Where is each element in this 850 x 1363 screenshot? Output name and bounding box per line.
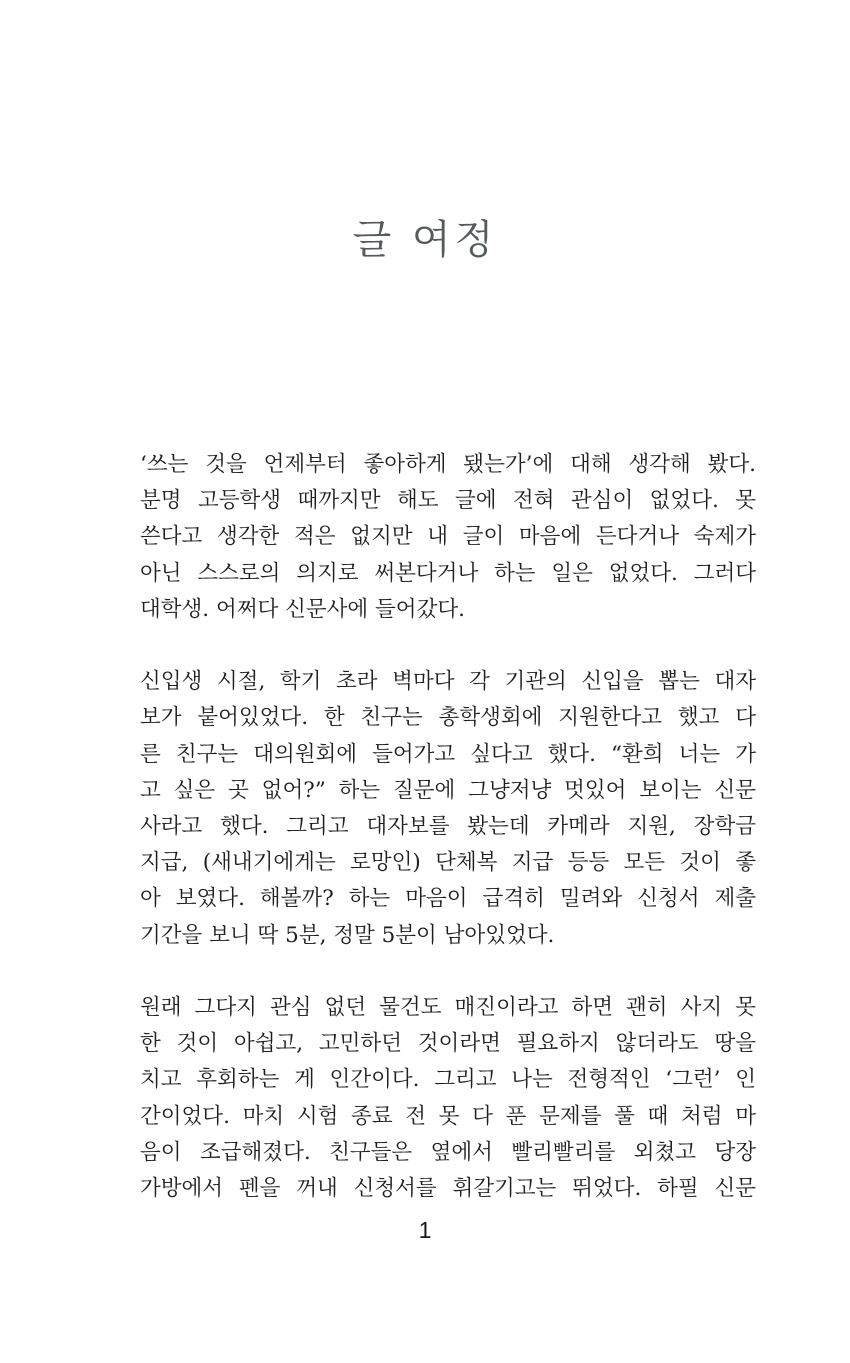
page-title: 글 여정 [352, 217, 498, 263]
text-line: 른 친구는 대의원회에 들어가고 싶다고 했다. “환희 너는 가 [140, 741, 756, 767]
text-line: 보가 붙어있었다. 한 친구는 총학생회에 지원한다고 했고 다 [140, 705, 756, 731]
text-line: 가방에서 펜을 꺼내 신청서를 휘갈기고는 뛰었다. 하필 신문 [140, 1176, 756, 1202]
text-line: 간이었다. 마치 시험 종료 전 못 다 푼 문제를 풀 때 처럼 마 [140, 1103, 756, 1129]
paragraph-1 [140, 447, 756, 628]
text-line: 분명 고등학생 때까지만 해도 글에 전혀 관심이 없었다. 못 [140, 488, 756, 514]
text-line: 지급, (새내기에게는 로망인) 단체복 지급 등등 모든 것이 좋 [140, 850, 756, 876]
text-line: ‘쓰는 것을 언제부터 좋아하게 됐는가’에 대해 생각해 봤다. [140, 452, 756, 477]
text-line: 대학생. 어쩌다 신문사에 들어갔다. [140, 596, 465, 622]
paragraph-2 [140, 664, 756, 954]
text-line: 신입생 시절, 학기 초라 벽마다 각 기관의 신입을 뽑는 대자 [140, 669, 756, 695]
text-line: 아 보였다. 해볼까? 하는 마음이 급격히 밀려와 신청서 제출 [140, 886, 756, 912]
text-line: 한 것이 아쉽고, 고민하던 것이라면 필요하지 않더라도 땅을 [140, 1031, 756, 1057]
text-line: 기간을 보니 딱 5분, 정말 5분이 남아있었다. [140, 922, 555, 948]
text-line: 원래 그다지 관심 없던 물건도 매진이라고 하면 괜히 사지 못 [140, 995, 756, 1021]
text-line: 고 싶은 곳 없어?” 하는 질문에 그냥저냥 멋있어 보이는 신문 [140, 777, 756, 803]
text-line: 쓴다고 생각한 적은 없지만 내 글이 마음에 든다거나 숙제가 [140, 524, 756, 550]
text-line: 음이 조급해졌다. 친구들은 옆에서 빨리빨리를 외쳤고 당장 [140, 1139, 756, 1165]
text-line: 아닌 스스로의 의지로 써본다거나 하는 일은 없었다. 그러다 [140, 560, 756, 586]
text-line: 사라고 했다. 그리고 대자보를 봤는데 카메라 지원, 장학금 [140, 814, 756, 840]
paragraph-3 [140, 990, 756, 1207]
page-number: 1 [418, 1217, 432, 1243]
text-line: 치고 후회하는 게 인간이다. 그리고 나는 전형적인 ‘그런’ 인 [140, 1067, 756, 1093]
body-text [140, 447, 756, 1243]
